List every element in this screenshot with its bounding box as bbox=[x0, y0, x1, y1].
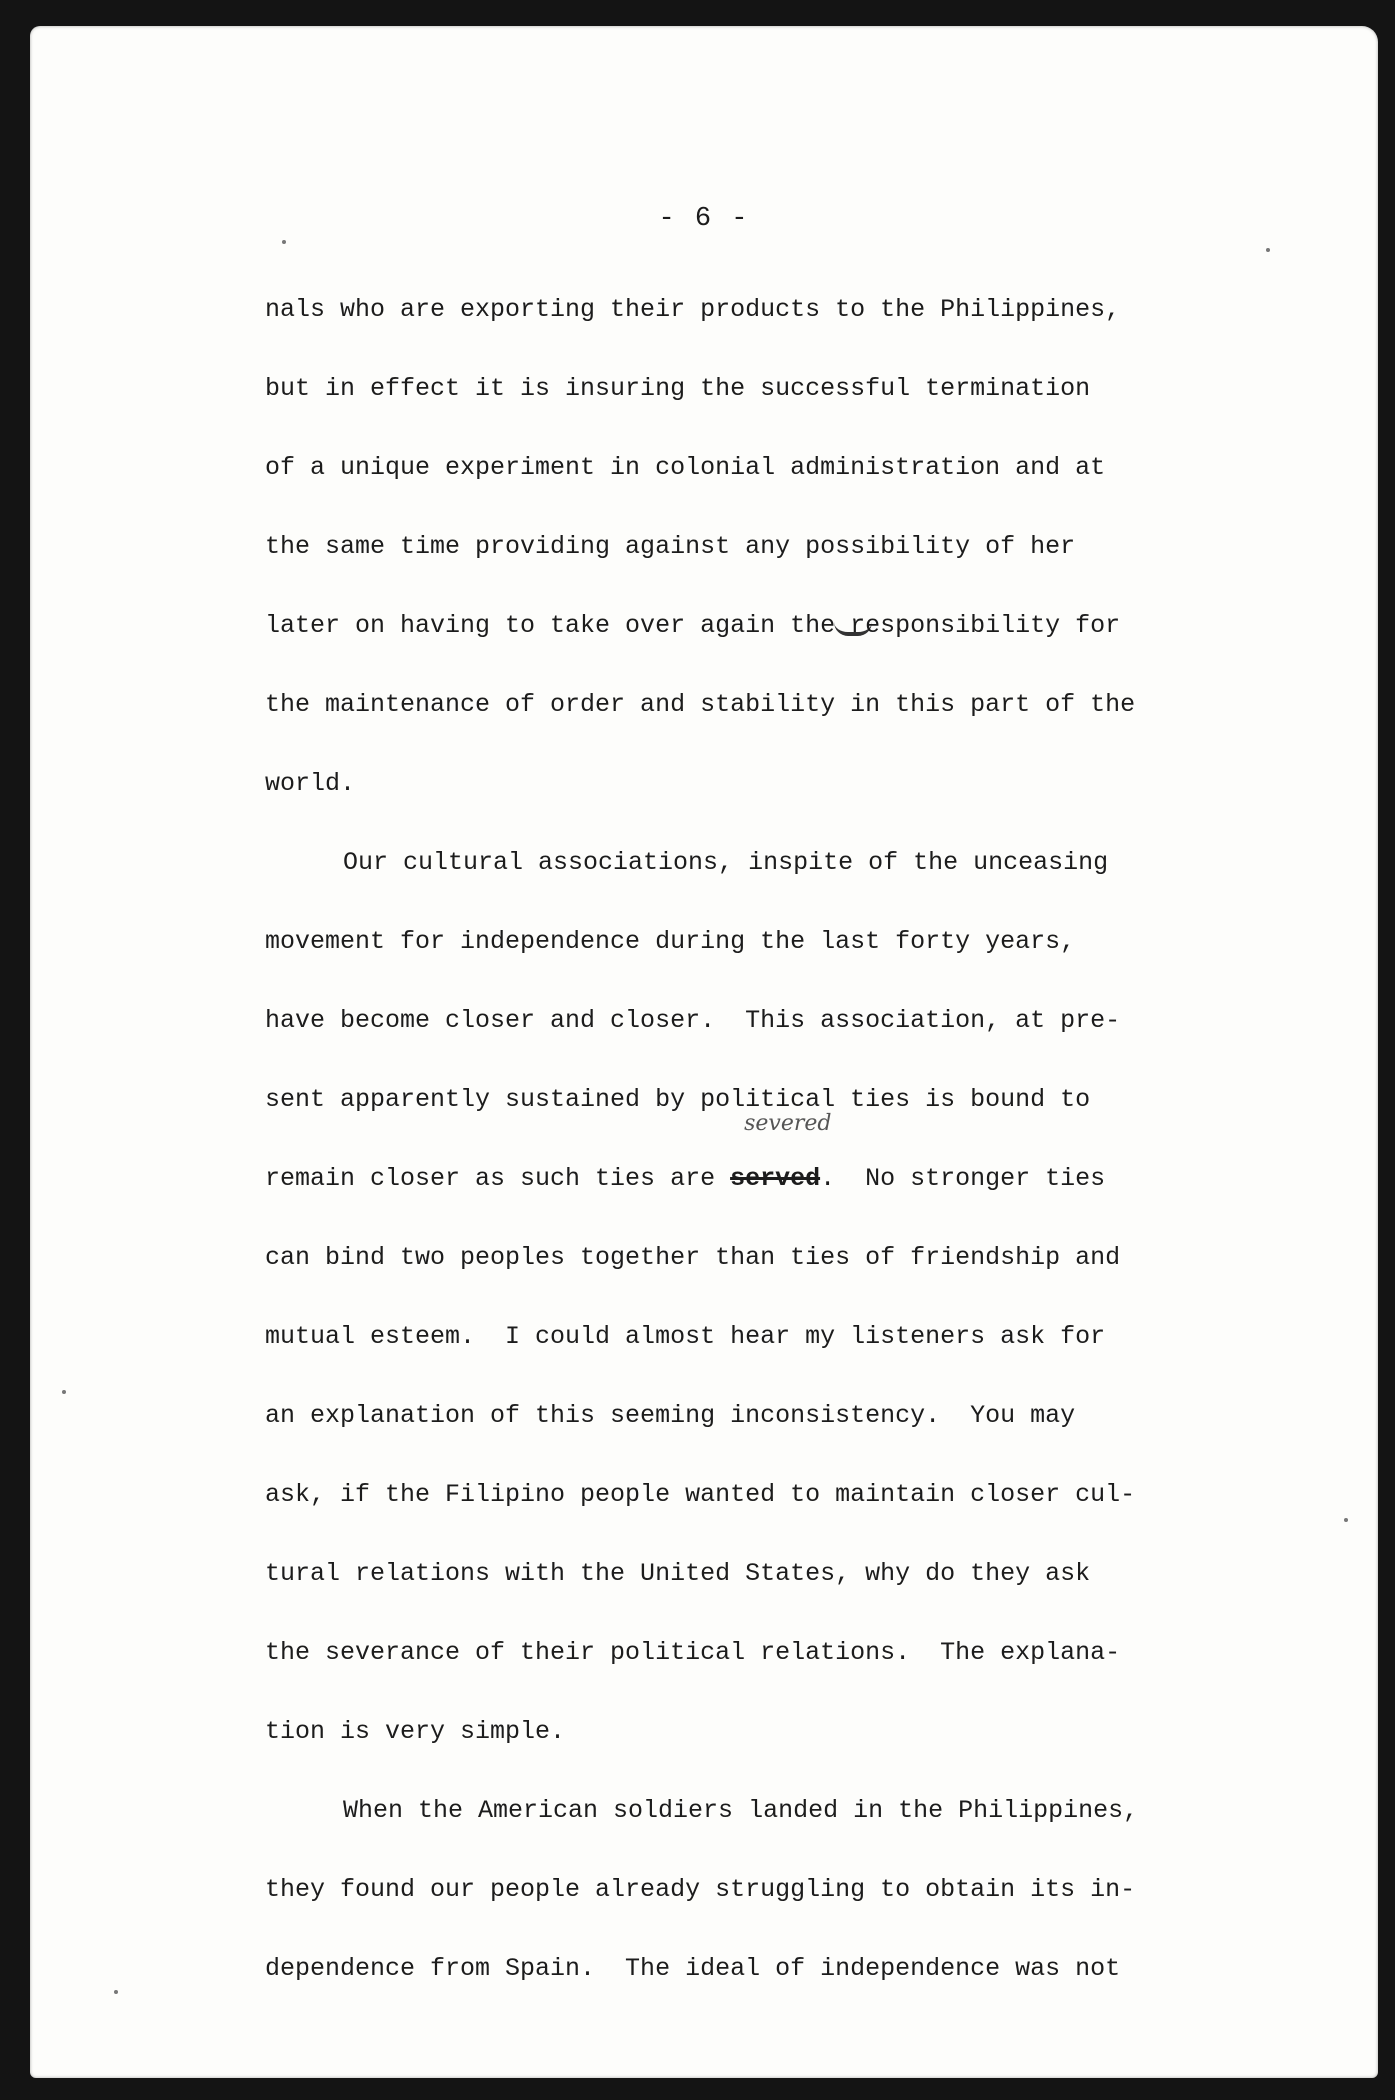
paper-speck bbox=[1344, 1518, 1348, 1522]
paper-speck bbox=[62, 1390, 66, 1394]
text-line: an explanation of this seeming inconsistency. You may bbox=[265, 1401, 1076, 1430]
paper-speck bbox=[1266, 248, 1270, 252]
page-number: - 6 - bbox=[658, 204, 750, 234]
text-line: the same time providing against any possibility of her bbox=[265, 532, 1076, 561]
text-line: tural relations with the United States, why do they ask bbox=[265, 1559, 1091, 1588]
paper-speck bbox=[114, 1990, 118, 1994]
corrected-text-line bbox=[265, 1111, 1225, 1218]
paragraph-start-line: When the American soldiers landed in the Philippines, bbox=[343, 1796, 1139, 1825]
text-line: but in effect it is insuring the successful termination bbox=[265, 374, 1091, 403]
text-line: of a unique experiment in colonial administration and at bbox=[265, 453, 1106, 482]
line-text-before-correction: remain closer as such ties are bbox=[265, 1164, 731, 1193]
text-line: world. bbox=[265, 769, 356, 798]
text-line: later on having to take over again the responsibility for bbox=[265, 611, 1121, 640]
typewritten-page bbox=[30, 26, 1378, 2078]
paper-speck bbox=[282, 240, 286, 244]
line-text-after-correction: . No stronger ties bbox=[820, 1164, 1106, 1193]
body-text bbox=[265, 270, 1225, 2008]
text-line: nals who are exporting their products to the Philippines, bbox=[265, 295, 1121, 324]
text-line: mutual esteem. I could almost hear my listeners ask for bbox=[265, 1322, 1106, 1351]
text-line: the severance of their political relations. The explana- bbox=[265, 1638, 1121, 1667]
text-line: have become closer and closer. This association, at pre- bbox=[265, 1006, 1121, 1035]
text-line: movement for independence during the last forty years, bbox=[265, 927, 1076, 956]
text-line: the maintenance of order and stability in this part of the bbox=[265, 690, 1136, 719]
text-line: tion is very simple. bbox=[265, 1717, 566, 1746]
text-line: can bind two peoples together than ties of friendship and bbox=[265, 1243, 1121, 1272]
text-line: dependence from Spain. The ideal of independence was not bbox=[265, 1954, 1121, 1983]
correction bbox=[730, 1111, 832, 1218]
paragraph-start-line: Our cultural associations, inspite of the unceasing bbox=[343, 848, 1109, 877]
text-line: ask, if the Filipino people wanted to maintain closer cul- bbox=[265, 1480, 1136, 1509]
handwritten-insertion: severed bbox=[744, 1111, 832, 1136]
text-line: sent apparently sustained by political ties is bound to bbox=[265, 1085, 1091, 1114]
text-line: they found our people already struggling to obtain its in- bbox=[265, 1875, 1136, 1904]
struck-word: served bbox=[730, 1164, 821, 1193]
